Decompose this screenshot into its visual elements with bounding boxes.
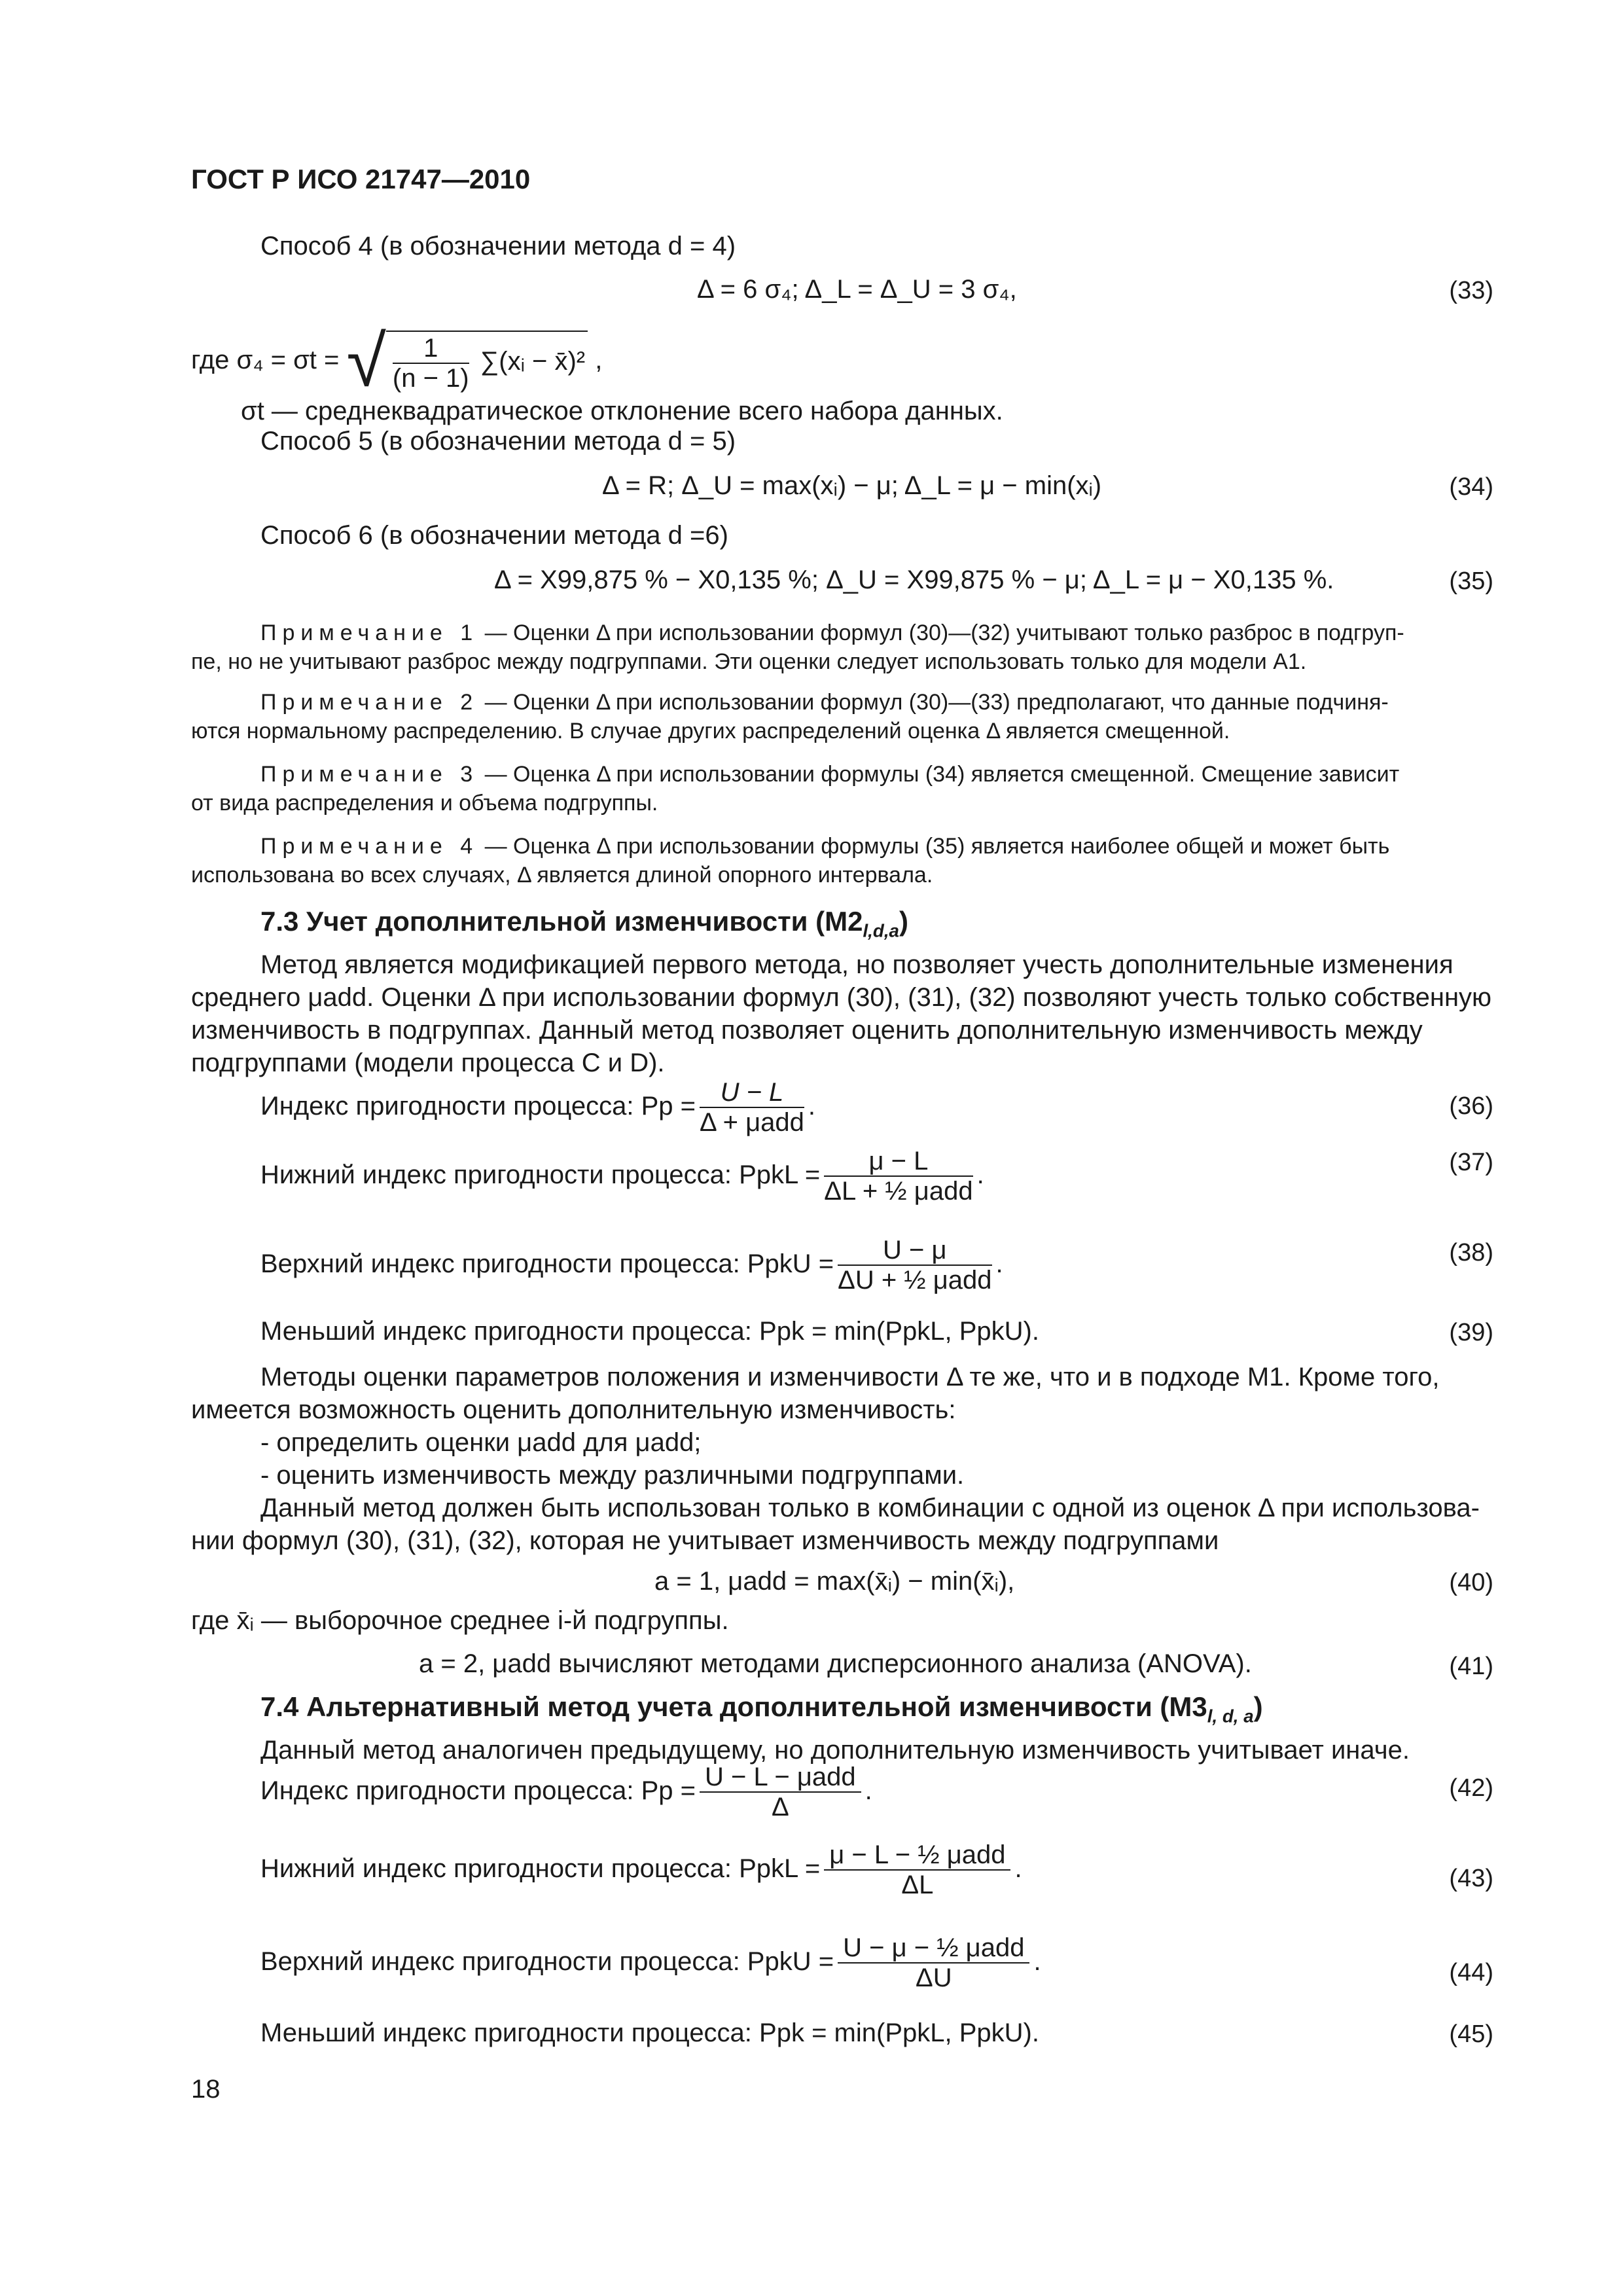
sigma4-lhs: σ₄ = σt =: [236, 346, 340, 374]
equation-36-number: (36): [1449, 1092, 1493, 1120]
note-1-label: Примечание 1: [260, 620, 479, 645]
section-7-3-heading-tail: ): [899, 906, 908, 937]
sigma4-tail: ,: [595, 346, 603, 374]
equation-43-number: (43): [1449, 1865, 1493, 1892]
equation-37: Нижний индекс пригодности процесса: PpkL = $\frac{\mu - L}{\text{ΔL + ½ μadd}}$ .: [260, 1147, 984, 1206]
equation-42-numerator: U − L − μadd: [700, 1763, 861, 1793]
equation-36-denominator: Δ + μadd: [700, 1108, 804, 1138]
equation-42: Индекс пригодности процесса: Pp = $\frac{\text{U − L − μadd}}{\Delta}$ .: [260, 1763, 872, 1822]
equation-39-number: (39): [1449, 1319, 1493, 1346]
equation-40-where: где x̄ᵢ — выборочное среднее i-й подгруппы.: [191, 1606, 729, 1635]
equation-37-denominator: ΔL + ½ μadd: [824, 1177, 973, 1206]
note-3-line-2: от вида распределения и объема подгруппы.: [191, 791, 658, 816]
equation-42-number: (42): [1449, 1774, 1493, 1802]
document-code: ГОСТ Р ИСО 21747—2010: [191, 164, 531, 194]
equation-43-label: Нижний индекс пригодности процесса: PpkL =: [260, 1854, 821, 1883]
equation-38: Верхний индекс пригодности процесса: PpkU = $\frac{U - \mu}{\text{ΔU + ½ μadd}}$ .: [260, 1236, 1003, 1295]
section-7-3-heading-sub: l,d,a: [863, 920, 899, 941]
equation-43-fraction: [824, 1840, 1010, 1899]
method6-title: Способ 6 (в обозначении метода d =6): [260, 521, 728, 550]
note-4-line-2: использована во всех случаях, Δ является длиной опорного интервала.: [191, 863, 933, 888]
equation-43: Нижний индекс пригодности процесса: PpkL = $\frac{\text{μ − L − ½ μadd}}{\Delta L}$ .: [260, 1840, 1022, 1900]
equation-36: Индекс пригодности процесса: Pp = $\frac{U - L}{\text{Δ + μadd}}$ .: [260, 1078, 816, 1138]
note-4-text: — Оценка Δ при использовании формулы (35) является наиболее общей и может быть: [478, 834, 1390, 859]
equation-44-number: (44): [1449, 1959, 1493, 1986]
equation-37-label: Нижний индекс пригодности процесса: PpkL =: [260, 1160, 821, 1189]
equation-33: Δ = 6 σ₄; Δ_L = Δ_U = 3 σ₄,: [697, 275, 1017, 304]
section-7-3-heading-text: 7.3 Учет дополнительной изменчивости (M2: [260, 906, 863, 937]
equation-38-numerator: U − μ: [838, 1236, 991, 1266]
method4-title: Способ 4 (в обозначении метода d = 4): [260, 232, 736, 260]
note-2-line-2: ются нормальному распределению. В случае других распределений оценка Δ является смещенной.: [191, 719, 1230, 744]
equation-42-denominator: Δ: [771, 1793, 789, 1822]
s73-para3-line1: Данный метод должен быть использован только в комбинации с одной из оценок Δ при использова-: [260, 1494, 1480, 1522]
equation-41-number: (41): [1449, 1653, 1493, 1680]
page-number: 18: [191, 2075, 221, 2104]
note-4-label: Примечание 4: [260, 834, 479, 859]
note-2-line-1: [260, 689, 1389, 716]
s73-para2-line1: Методы оценки параметров положения и изменчивости Δ те же, что и в подходе M1. Кроме того,: [260, 1363, 1440, 1391]
s73-list-item-2: - оценить изменчивость между различными подгруппами.: [260, 1461, 965, 1490]
equation-45: Меньший индекс пригодности процесса: Ppk = min(PpkL, PpkU).: [260, 2018, 1039, 2047]
s73-para3-line2: нии формул (30), (31), (32), которая не учитывает изменчивость между подгруппами: [191, 1526, 1219, 1555]
fraction-denominator: (n − 1): [392, 363, 469, 393]
note-2-text: — Оценки Δ при использовании формул (30)—(33) предполагают, что данные подчиня-: [478, 690, 1389, 715]
fraction-1-over-n-1: [393, 334, 469, 393]
method5-title: Способ 5 (в обозначении метода d = 5): [260, 427, 736, 456]
equation-44-label: Верхний индекс пригодности процесса: PpkU =: [260, 1947, 834, 1976]
s74-para1: Данный метод аналогичен предыдущему, но дополнительную изменчивость учитывает иначе.: [260, 1736, 1410, 1765]
note-1-line-1: [260, 619, 1404, 647]
equation-44-numerator: U − μ − ½ μadd: [838, 1933, 1029, 1964]
equation-44: Верхний индекс пригодности процесса: PpkU = $\frac{\text{U − μ − ½ μadd}}{\Delta U}$ .: [260, 1933, 1041, 1993]
where-word: где: [191, 346, 230, 374]
equation-34: Δ = R; Δ_U = max(xᵢ) − μ; Δ_L = μ − min(xᵢ): [602, 471, 1102, 500]
note-1-line-2: пе, но не учитывают разброс между подгруппами. Эти оценки следует использовать только для модели А1.: [191, 649, 1307, 674]
note-3-line-1: [260, 761, 1399, 788]
section-7-4-heading-text: 7.4 Альтернативный метод учета дополнительной изменчивости (M3: [260, 1691, 1207, 1722]
equation-43-denominator: ΔL: [901, 1871, 934, 1900]
equation-35-number: (35): [1449, 567, 1493, 595]
s73-para1-line4: подгруппами (модели процесса C и D).: [191, 1049, 665, 1077]
sum-expression: ∑(xᵢ − x̄)²: [480, 347, 586, 376]
equation-39: Меньший индекс пригодности процесса: Ppk = min(PpkL, PpkU).: [260, 1317, 1039, 1346]
equation-43-numerator: μ − L − ½ μadd: [824, 1840, 1010, 1871]
s73-para2-line2: имеется возможность оценить дополнительную изменчивость:: [191, 1395, 956, 1424]
equation-37-numerator: μ − L: [824, 1147, 972, 1177]
equation-40-number: (40): [1449, 1569, 1493, 1596]
equation-40: a = 1, μadd = max(x̄ᵢ) − min(x̄ᵢ),: [654, 1567, 1015, 1596]
section-7-4-heading: [260, 1691, 1263, 1727]
sqrt-body: [386, 331, 588, 392]
note-4-line-1: [260, 833, 1389, 860]
equation-36-label: Индекс пригодности процесса: Pp =: [260, 1092, 696, 1121]
equation-35: Δ = X99,875 % − X0,135 %; Δ_U = X99,875 % − μ; Δ_L = μ − X0,135 %.: [494, 565, 1334, 594]
sqrt-sign: √: [346, 321, 386, 402]
s73-list-item-1: - определить оценки μadd для μadd;: [260, 1428, 702, 1457]
equation-41: a = 2, μadd вычисляют методами дисперсионного анализа (ANOVA).: [419, 1649, 1252, 1678]
note-3-label: Примечание 3: [260, 762, 479, 787]
equation-38-fraction: [838, 1236, 991, 1295]
section-7-4-heading-tail: ): [1253, 1691, 1263, 1722]
s73-para1-line2: среднего μadd. Оценки Δ при использовании формул (30), (31), (32) позволяют учесть только собственную: [191, 983, 1492, 1012]
s73-para1-line3: изменчивость в подгруппах. Данный метод позволяет оценить дополнительную изменчивость между: [191, 1016, 1423, 1045]
equation-37-number: (37): [1449, 1149, 1493, 1176]
equation-38-denominator: ΔU + ½ μadd: [838, 1266, 992, 1295]
sigma4-definition: [191, 321, 603, 402]
equation-42-label: Индекс пригодности процесса: Pp =: [260, 1776, 696, 1805]
equation-37-fraction: [824, 1147, 972, 1206]
equation-44-fraction: [838, 1933, 1029, 1992]
equation-34-number: (34): [1449, 473, 1493, 501]
equation-33-number: (33): [1449, 277, 1493, 304]
section-7-3-heading: [260, 906, 908, 941]
sigma-t-definition: σt — среднеквадратическое отклонение всего набора данных.: [241, 397, 1003, 425]
section-7-4-heading-sub: l, d, a: [1207, 1706, 1254, 1727]
equation-45-number: (45): [1449, 2020, 1493, 2048]
equation-38-number: (38): [1449, 1239, 1493, 1266]
equation-44-denominator: ΔU: [915, 1964, 952, 1993]
equation-36-fraction: [700, 1078, 804, 1137]
equation-42-fraction: [700, 1763, 861, 1821]
equation-38-label: Верхний индекс пригодности процесса: PpkU =: [260, 1249, 834, 1278]
note-2-label: Примечание 2: [260, 690, 479, 715]
fraction-numerator: 1: [393, 334, 469, 364]
equation-36-numerator: U − L: [700, 1078, 804, 1108]
note-1-text: — Оценки Δ при использовании формул (30)—(32) учитывают только разброс в подгруп-: [478, 620, 1404, 645]
note-3-text: — Оценка Δ при использовании формулы (34) является смещенной. Смещение зависит: [478, 762, 1400, 787]
s73-para1-line1: Метод является модификацией первого метода, но позволяет учесть дополнительные изменения: [260, 950, 1454, 979]
